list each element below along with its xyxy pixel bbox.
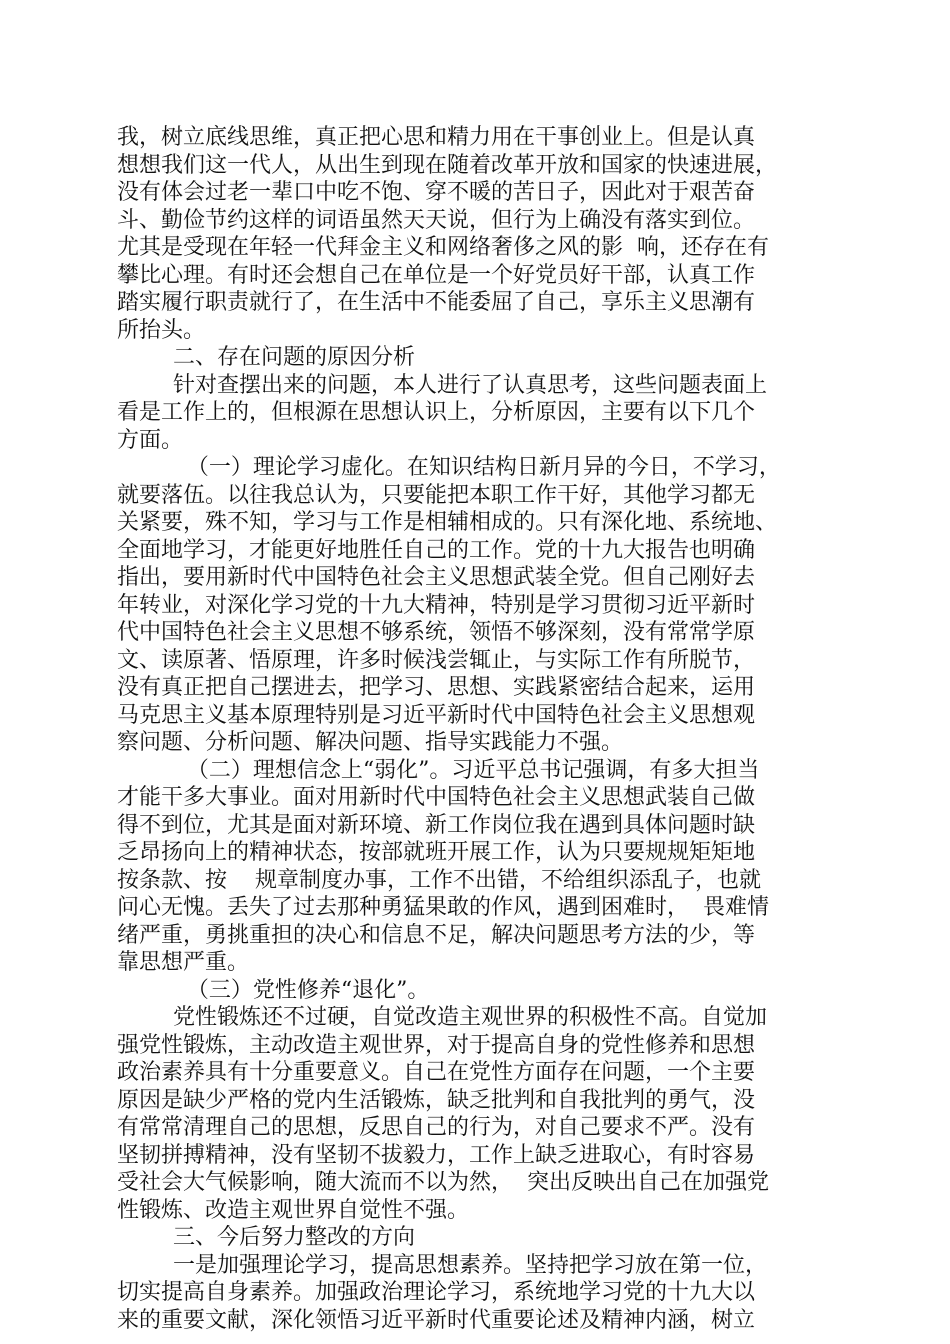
text-line: 靠思想严重。 (117, 950, 250, 975)
text-line: 坚韧拼搏精神，没有坚韧不拔毅力，工作上缺乏进取心，有时容易 (117, 1142, 756, 1168)
text-line: 问心无愧。丢失了过去那种勇猛果敢的作风，遇到困难时， 畏难情 (117, 895, 769, 920)
section-heading: 二、存在问题的原因分析 (117, 345, 415, 370)
text-line: 强党性锻炼，主动改造主观世界，对于提高自身的党性修养和思想 (117, 1032, 756, 1058)
text-line: 党性锻炼还不过硬，自觉改造主观世界的积极性不高。自觉加 (117, 1005, 767, 1030)
text-line: 有常常清理自己的思想，反思自己的行为，对自己要求不严。没有 (117, 1115, 756, 1140)
document-body (117, 124, 832, 1334)
text-line: 斗、勤俭节约这样的词语虽然天天说，但行为上确没有落实到位。 (117, 207, 756, 233)
text-line: 按条款、按 规章制度办事，工作不出错，不给组织添乱子，也就 (117, 867, 761, 893)
text-line: 一是加强理论学习，提高思想素养。坚持把学习放在第一位， (117, 1252, 767, 1278)
text-line: 攀比心理。有时还会想自己在单位是一个好党员好干部，认真工作 (117, 262, 756, 288)
text-line: 踏实履行职责就行了，在生活中不能委屈了自己，享乐主义思潮有 (117, 290, 756, 315)
text-line: 文、读原著、悟原理，许多时候浅尝辄止，与实际工作有所脱节， (117, 647, 756, 673)
text-line: 才能干多大事业。面对用新时代中国特色社会主义思想武装自己做 (117, 785, 756, 810)
text-line: 乏昂扬向上的精神状态，按部就班开展工作，认为只要规规矩矩地 (117, 840, 756, 865)
text-line: 察问题、分析问题、解决问题、指导实践能力不强。 (117, 730, 624, 755)
text-line: 来的重要文献，深化领悟习近平新时代重要论述及精神内涵，树立 (117, 1307, 756, 1333)
section-heading: 三、今后努力整改的方向 (117, 1225, 415, 1250)
text-line: 我，树立底线思维，真正把心思和精力用在干事创业上。但是认真 (117, 125, 756, 150)
text-line: 政治素养具有十分重要意义。自己在党性方面存在问题，一个主要 (117, 1060, 756, 1085)
text-line: 绪严重，勇挑重担的决心和信息不足，解决问题思考方法的少，等 (117, 922, 756, 948)
subsection-line: （二）理想信念上“弱化”。习近平总书记强调，有多大担当 (117, 757, 760, 783)
text-line: 原因是缺少严格的党内生活锻炼，缺乏批判和自我批判的勇气，没 (117, 1087, 756, 1113)
text-line: 切实提高自身素养。加强政治理论学习，系统地学习党的十九大以 (117, 1280, 756, 1305)
text-line: 性锻炼、改造主观世界自觉性不强。 (117, 1197, 470, 1223)
text-line: 受社会大气候影响，随大流而不以为然， 突出反映出自己在加强党 (117, 1170, 769, 1195)
text-line: 年转业，对深化学习党的十九大精神，特别是学习贯彻习近平新时 (117, 592, 756, 618)
text-line: 全面地学习，才能更好地胜任自己的工作。党的十九大报告也明确 (117, 537, 756, 563)
text-line: 方面。 (117, 427, 184, 453)
text-line: 指出，要用新时代中国特色社会主义思想武装全党。但自己刚好去 (117, 565, 756, 590)
text-line: 就要落伍。以往我总认为，只要能把本职工作干好，其他学习都无 (117, 482, 756, 508)
text-line: 想想我们这一代人，从出生到现在随着改革开放和国家的快速进展， (117, 152, 778, 178)
text-line: 马克思主义基本原理特别是习近平新时代中国特色社会主义思想观 (117, 702, 756, 728)
text-line: 所抬头。 (117, 317, 206, 343)
text-line: 得不到位，尤其是面对新环境、新工作岗位我在遇到具体问题时缺 (117, 812, 756, 838)
text-line: 关紧要，殊不知，学习与工作是相辅相成的。只有深化地、系统地、 (117, 510, 778, 535)
text-line: 没有真正把自己摆进去，把学习、思想、实践紧密结合起来，运用 (117, 675, 756, 700)
text-line: 尤其是受现在年轻一代拜金主义和网络奢侈之风的影 响，还存在有 (117, 235, 769, 260)
text-line: 没有体会过老一辈口中吃不饱、穿不暖的苦日子，因此对于艰苦奋 (117, 180, 756, 205)
text-line: 代中国特色社会主义思想不够系统，领悟不够深刻，没有常常学原 (117, 620, 756, 645)
subsection-heading: （三）党性修养“退化”。 (117, 977, 430, 1003)
text-line: 针对查摆出来的问题，本人进行了认真思考，这些问题表面上 (117, 372, 767, 398)
subsection-line: （一）理论学习虚化。在知识结构日新月异的今日，不学习， (117, 455, 781, 480)
text-line: 看是工作上的，但根源在思想认识上，分析原因，主要有以下几个 (117, 400, 756, 425)
